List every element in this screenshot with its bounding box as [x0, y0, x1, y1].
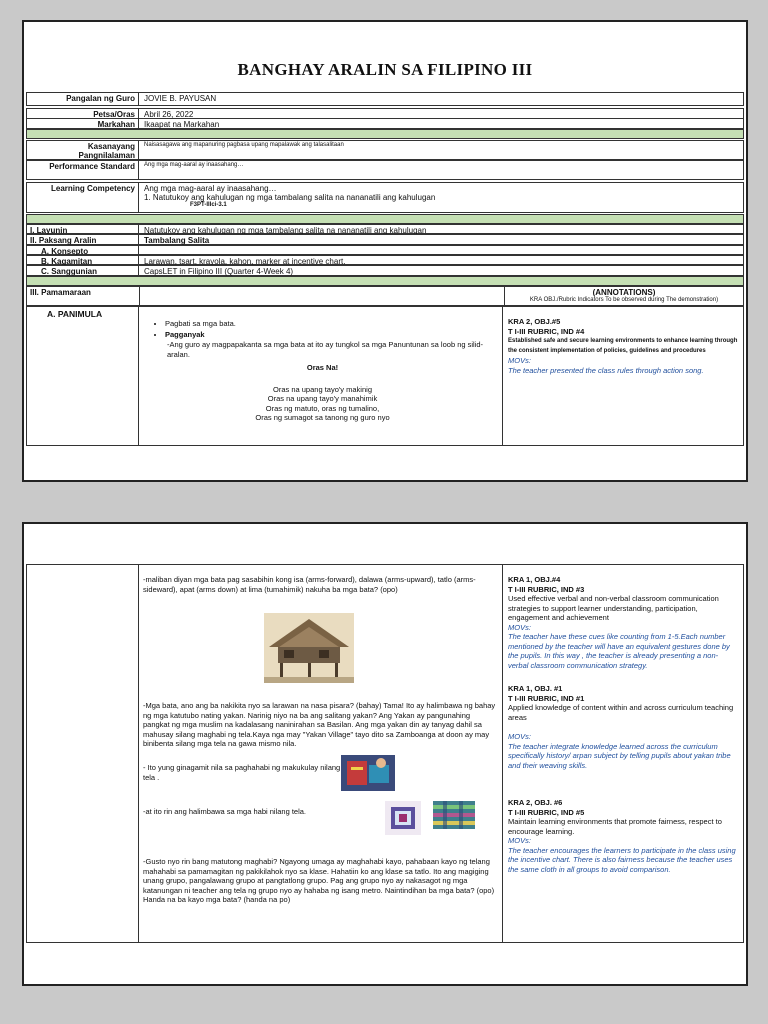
panimula-content [138, 306, 503, 446]
annotation-movs: The teacher have these cues like counting from 1-5.Each number mentioned by the teacher will have an equivalent gestures done by the pupils. In this way , the teacher is already presenting a non-verbal classroom communication strategy. [508, 632, 730, 670]
song-line: Oras ng matuto, oras ng tumalino, [265, 403, 380, 413]
content-standard-row [26, 140, 744, 160]
teacher-value: JOVIE B. PAYUSAN [144, 94, 217, 103]
procedure-label-cell [26, 564, 139, 943]
competency-code: F3PT-IIIci-3.1 [190, 202, 227, 208]
quarter-row [26, 118, 744, 129]
lesson-plan-page-2 [22, 522, 748, 986]
performance-standard-value: Ang mga mag-aaral ay inaasahang… [144, 162, 244, 168]
cloth-sample-image [433, 801, 475, 829]
annotation-desc: Maintain learning environments that promote fairness, respect to encourage learning. [508, 817, 722, 836]
objective-value: Natutukoy ang kahulugan ng mga tambalang salita na nananatili ang kahulugan [144, 226, 427, 235]
learning-competency-label: Learning Competency [27, 183, 139, 212]
materials-label: B. Kagamitan [27, 256, 139, 264]
annotation-movs-label: MOVs: [508, 356, 531, 365]
cloth-sample-image [385, 801, 421, 835]
document-title: BANGHAY ARALIN SA FILIPINO III [237, 60, 533, 79]
content-standard-label: Kasanayang Pangnilalaman [27, 141, 139, 159]
performance-standard-label: Performance Standard [27, 161, 139, 179]
learning-competency-value [141, 183, 743, 209]
green-divider [26, 276, 744, 286]
reference-value: CapsLET in Filipino III (Quarter 4-Week 4) [144, 267, 294, 276]
annotation-rubric: T I-III RUBRIC, IND #3 [508, 584, 585, 594]
annotation-block [508, 798, 738, 874]
annotation-block [508, 575, 738, 670]
annotation-kra: KRA 2, OBJ. #6 [508, 798, 563, 807]
performance-standard-row [26, 160, 744, 180]
cues-paragraph: -maliban diyan mga bata pag sasabihin kong isa (arms-forward), dalawa (arms-upward), tatlo (arms-sideward), apat (arms down) at lima (tumahimik) nakuha ba mga bata? (opo) [143, 575, 476, 594]
reference-row [26, 265, 744, 276]
teacher-label: Pangalan ng Guro [27, 93, 139, 105]
panimula-label: A. PANIMULA [47, 309, 103, 319]
annotation-desc: Used effective verbal and non-verbal classroom communication strategies to support learner understanding, participation, engagement and achievement [508, 594, 719, 622]
date-label: Petsa/Oras [27, 109, 139, 118]
materials-row [26, 255, 744, 265]
panimula-bullet-1: • Pagbati sa mga bata. [165, 319, 494, 329]
green-divider [26, 129, 744, 139]
annotation-desc: Established safe and secure learning environments to enhance learning through the consistent implementation of policies, guidelines and procedures [508, 338, 738, 354]
song-line: Oras na upang tayo'y manahimik [267, 394, 378, 403]
competency-line-2: 1. Natutukoy ang kahulugan ng mga tambalang salita na nananatili ang kahulugan [144, 193, 436, 202]
annotation-movs-label: MOVs: [508, 622, 531, 632]
lesson-plan-page-1 [22, 20, 748, 482]
group-activity-paragraph: -Gusto nyo rin bang matutong maghabi? Ngayong umaga ay maghahabi kayo, pahabaan kayo ng telang mahahabi sa pamamagitan ng pakikilahok nyo sa klase. Hahatiin ko ang klase sa tatlo. Ito ang magiging unang grupo, pangalawang grupo at pangtatlong grupo. Pag ang grupo nyo ay nakasagot ng mga katanungan ni teacher ang tela ng grupo nyo ay hahaba ng isang metro. Naintindihan ba mga bata? (opo) Handa na ba kayo mga bata? (handa na po) [143, 857, 495, 904]
annotation-movs: The teacher presented the class rules through action song. [508, 365, 704, 375]
subject-value: Tambalang Salita [144, 236, 210, 245]
annotation-kra: KRA 1, OBJ.#4 [508, 575, 561, 584]
annotation-rubric: T I-III RUBRIC, IND #1 [508, 693, 585, 703]
annotation-movs-label: MOVs: [508, 732, 531, 741]
procedure-label: III. Pamamaraan [30, 288, 91, 297]
annotation-block [508, 684, 738, 770]
annotation-movs: The teacher encourages the learners to participate in the class using the incentive chart. There is also fairness because the teacher uses the same cloth in all groups to avoid comparison. [508, 845, 736, 874]
teacher-row [26, 92, 744, 106]
quarter-label: Markahan [27, 119, 139, 128]
cloth-paragraph: -at ito rin ang halimbawa sa mga habi nilang tela. [143, 807, 307, 816]
concept-row [26, 245, 744, 255]
content-standard-value: Naisasagawa ang mapanuring pagbasa upang mapalawak ang talasalitaan [144, 142, 344, 148]
green-divider [26, 214, 744, 224]
concept-label: A. Konsepto [27, 246, 139, 254]
panimula-label-cell [26, 306, 139, 446]
song-line: Oras ng sumagot sa tanong ng guro nyo [255, 413, 390, 422]
annotations-label: (ANNOTATIONS) [592, 288, 656, 297]
weaving-image [341, 755, 395, 791]
objective-row [26, 224, 744, 234]
subject-row [26, 234, 744, 245]
objective-label: I. Layunin [27, 225, 139, 233]
annotation-rubric: T I-III RUBRIC, IND #5 [508, 807, 585, 817]
annotations-sub: KRA OBJ./Rubric Indicators To be observed during The demonstration) [529, 297, 719, 303]
subject-label: II. Paksang Aralin [27, 235, 139, 244]
song-lyrics [151, 385, 494, 423]
yakan-house-image [264, 613, 354, 683]
yakan-paragraph: -Mga bata, ano ang ba nakikita nyo sa larawan na nasa pisara? (bahay) Tama! Ito ay halimbawa ng bahay ng mga katutubo nating yakan. Narinig niyo na ba ang salitang yakan? Ang Yakan ay pangunahing pangkat ng mga muslim na kadalasang naninirahan sa Basilan. Ang mga yakan din ay tanyag dahil sa mahusay silang maghabi ng tela.Kaya nga may "Yakan Village" tayo dito sa Zamboanga at doon ay may binibenta silang mga tela na gawa mismo nila. [143, 701, 496, 748]
panimula-body: -Ang guro ay magpapakanta sa mga bata at ito ay tungkol sa mga Panuntunan sa loob ng silid-aralan. [167, 340, 484, 359]
annotation-kra: KRA 2, OBJ.#5 [508, 317, 561, 326]
loom-paragraph: - Ito yung ginagamit nila sa paghahabi ng makukulay nilang tela . [143, 763, 341, 782]
quarter-value: Ikaapat na Markahan [144, 120, 220, 129]
song-line: Oras na upang tayo'y makinig [273, 384, 372, 394]
annotation-desc: Applied knowledge of content within and across curriculum teaching areas [508, 703, 734, 722]
annotation-movs: The teacher integrate knowledge learned across the curriculum specifically history/ arpan subject by telling pupils about yakan tribe and their weaving skills. [508, 741, 731, 770]
date-value: Abril 26, 2022 [144, 110, 194, 119]
panimula-annotation [502, 306, 744, 446]
annotation-kra: KRA 1, OBJ. #1 [508, 684, 563, 693]
annotation-rubric: T I-III RUBRIC, IND #4 [508, 326, 585, 336]
procedure-row [26, 286, 744, 306]
reference-label: C. Sanggunian [27, 266, 139, 275]
procedure-content [138, 564, 503, 943]
song-title: Oras Na! [306, 363, 339, 372]
competency-line-1: Ang mga mag-aaral ay inaasahang… [144, 184, 277, 193]
annotation-movs-label: MOVs: [508, 836, 531, 845]
learning-competency-row [26, 182, 744, 213]
procedure-annotations [502, 564, 744, 943]
materials-value: Larawan, tsart, krayola, kahon, marker at incentive chart. [144, 257, 346, 266]
panimula-bullet-2: • Pagganyak [165, 330, 494, 340]
